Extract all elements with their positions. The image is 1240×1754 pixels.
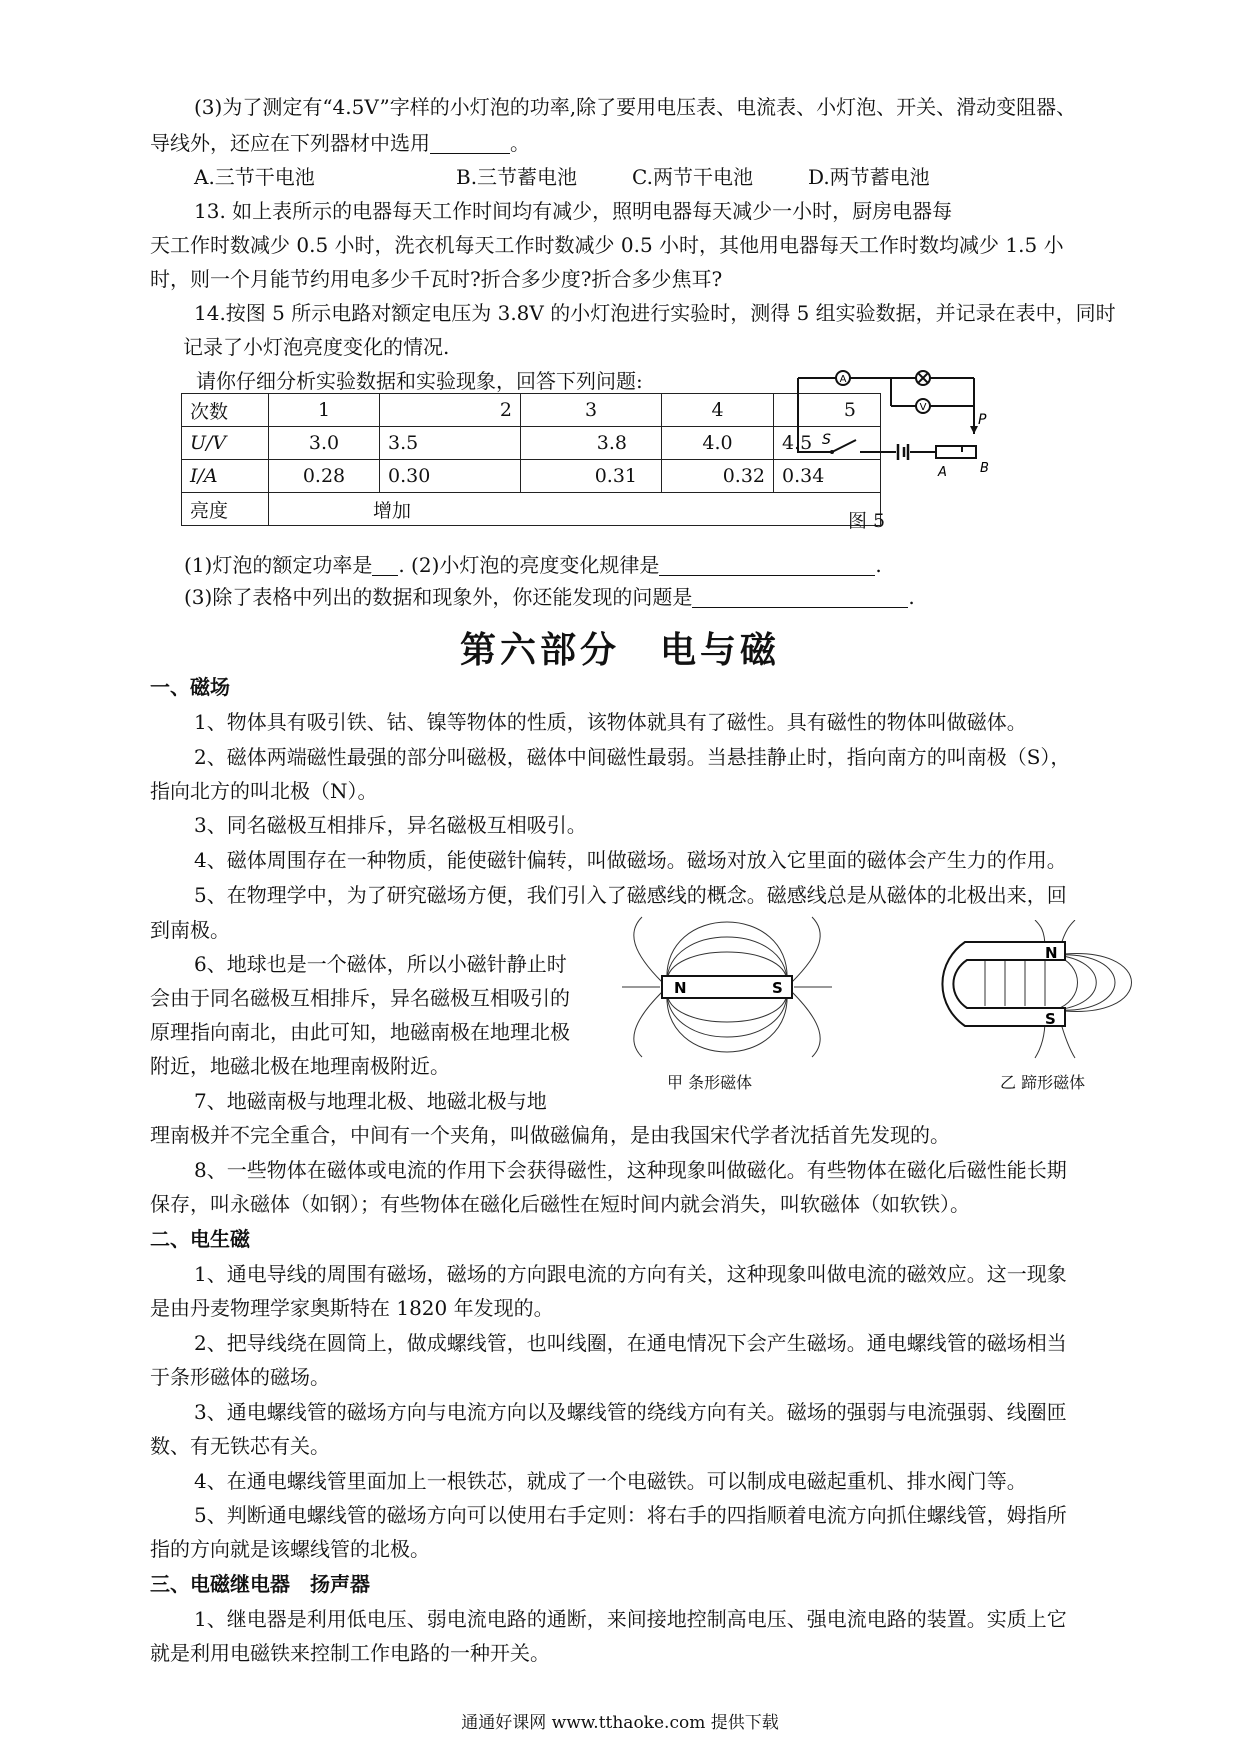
endpoint-b-label: B [980,461,989,476]
q12-part3-line1: (3)为了测定有“4.5V”字样的小灯泡的功率,除了要用电压表、电流表、小灯泡、开关、滑动变阻器、 [194,95,1077,119]
q14-sub1 [184,548,882,582]
section-heading: 二、电生磁 [150,1227,250,1251]
s3-item1-line2: 就是利用电磁铁来控制工作电路的一种开关。 [150,1641,550,1665]
table-row [182,427,881,460]
s1-item3: 3、同名磁极互相排斥，异名磁极互相吸引。 [194,813,587,837]
s2-item1-line1: 1、通电导线的周围有磁场，磁场的方向跟电流的方向有关，这种现象叫做电流的磁效应。这一现象 [194,1262,1067,1286]
q14-line3: 请你仔细分析实验数据和实验现象，回答下列问题: [196,369,643,393]
q12-option-d: D.两节蓄电池 [808,165,930,189]
north-pole-label: N [674,979,687,997]
bar-magnet-caption: 甲 条形磁体 [667,1073,753,1092]
table-cell: 0.34 [774,460,881,493]
table-cell: 0.31 [521,460,662,493]
q13-line2: 天工作时数减少 0.5 小时，洗衣机每天工作时数减少 0.5 小时，其他用电器每天工作时数均减少 1.5 小 [150,233,1064,257]
table-cell: 0.30 [380,460,521,493]
slider-label: P [978,412,987,428]
page-footer: 通通好课网 www.tthaoke.com 提供下载 [461,1713,779,1733]
table-header-cell: 5 [774,394,881,427]
s1-item2-line2: 指向北方的叫北极（N）。 [150,779,378,803]
table-row-label: 亮度 [182,493,269,526]
section-heading: 三、电磁继电器 扬声器 [150,1572,370,1596]
part-title: 第六部分 电与磁 [459,630,780,671]
q13-line3: 时，则一个月能节约用电多少千瓦时?折合多少度?折合多少焦耳? [150,267,723,291]
s1-item4: 4、磁体周围存在一种物质，能使磁针偏转，叫做磁场。磁场对放入它里面的磁体会产生力的作用。 [194,848,1067,872]
q12-option-a: A.三节干电池 [194,165,315,189]
s1-item8-line2: 保存，叫永磁体（如钢）；有些物体在磁化后磁性在短时间内就会消失，叫软磁体（如软铁）。 [150,1192,970,1216]
q14-sub3 [184,580,915,614]
table-cell: 增加 [269,493,881,526]
s2-item5-line2: 指的方向就是该螺线管的北极。 [150,1537,430,1561]
q14-line2: 记录了小灯泡亮度变化的情况. [183,335,450,359]
q14-sub2-text: . (2)小灯泡的亮度变化规律是 [398,553,660,577]
q13-line1: 13. 如上表所示的电器每天工作时间均有减少，照明电器每天减少一小时，厨房电器每 [194,199,953,223]
table-cell: 0.28 [269,460,380,493]
table-row-label: U/V [182,427,269,460]
table-cell: 3.5 [380,427,521,460]
s1-item6-line3: 原理指向南北，由此可知，地磁南极在地理北极 [150,1020,570,1044]
q14-sub3-end: . [908,585,915,609]
s2-item2-line2: 于条形磁体的磁场。 [150,1365,330,1389]
q12-option-b: B.三节蓄电池 [456,165,578,189]
s2-item4: 4、在通电螺线管里面加上一根铁芯，就成了一个电磁铁。可以制成电磁起重机、排水阀门等。 [194,1469,1027,1493]
s2-item3-line1: 3、通电螺线管的磁场方向与电流方向以及螺线管的绕线方向有关。磁场的强弱与电流强弱、线圈匝 [194,1400,1067,1424]
q14-sub1-text: (1)灯泡的额定功率是 [184,553,373,577]
table-row [182,460,881,493]
s3-item1-line1: 1、继电器是利用低电压、弱电流电路的通断，来间接地控制高电压、强电流电路的装置。实质上它 [194,1607,1067,1631]
section-heading: 一、磁场 [150,675,230,699]
q14-sub-end: . [875,553,882,577]
q14-line1: 14.按图 5 所示电路对额定电压为 3.8V 的小灯泡进行实验时，测得 5 组实验数据，并记录在表中，同时 [194,301,1116,325]
answer-blank[interactable] [659,553,875,576]
q12-part3-line2 [150,126,530,160]
switch-label: S [822,432,831,448]
table-cell: 3.0 [269,427,380,460]
voltmeter-label: V [919,402,927,413]
table-cell: 4.5 [774,427,881,460]
north-pole-label: N [1045,944,1058,962]
endpoint-a-label: A [938,465,947,480]
s2-item2-line1: 2、把导线绕在圆筒上，做成螺线管，也叫线圈，在通电情况下会产生磁场。通电螺线管的磁场相当 [194,1331,1067,1355]
s1-item5-line2: 到南极。 [150,918,230,942]
figure-5-caption: 图 5 [848,510,886,532]
s2-item1-line2: 是由丹麦物理学家奥斯特在 1820 年发现的。 [150,1296,554,1320]
bar-magnet-figure [622,912,832,1060]
s1-item6-line2: 会由于同名磁极互相排斥，异名磁极互相吸引的 [150,986,570,1010]
table-row [182,493,881,526]
s1-item1: 1、物体具有吸引铁、钴、镍等物体的性质，该物体就具有了磁性。具有磁性的物体叫做磁体。 [194,710,1027,734]
table-cell: 0.32 [662,460,774,493]
slider-arrow-icon [970,426,978,434]
s1-item2-line1: 2、磁体两端磁性最强的部分叫磁极，磁体中间磁性最弱。当悬挂静止时，指向南方的叫南极（S）， [194,745,1071,769]
answer-blank[interactable] [430,131,510,154]
south-pole-label: S [1045,1010,1056,1028]
answer-blank[interactable] [372,553,398,576]
q12-option-c: C.两节干电池 [632,165,753,189]
table-header-cell: 1 [269,394,380,427]
s2-item3-line2: 数、有无铁芯有关。 [150,1434,330,1458]
answer-blank[interactable] [692,585,908,608]
q12-part3-text: 导线外，还应在下列器材中选用 [150,131,430,155]
south-pole-label: S [772,979,783,997]
s1-item5-line1: 5、在物理学中，为了研究磁场方便，我们引入了磁感线的概念。磁感线总是从磁体的北极出来，回 [194,883,1067,907]
table-cell: 4.0 [662,427,774,460]
s2-item5-line1: 5、判断通电螺线管的磁场方向可以使用右手定则：将右手的四指顺着电流方向抓住螺线管，姆指所 [194,1503,1067,1527]
table-header-cell: 4 [662,394,774,427]
experiment-data-table [181,393,881,526]
q14-sub3-text: (3)除了表格中列出的数据和现象外，你还能发现的问题是 [184,585,693,609]
s1-item7-line2: 理南极并不完全重合，中间有一个夹角，叫做磁偏角，是由我国宋代学者沈括首先发现的。 [150,1123,950,1147]
ammeter-label: A [839,374,847,385]
table-header-cell: 次数 [182,394,269,427]
s1-item6-line1: 6、地球也是一个磁体，所以小磁针静止时 [194,952,567,976]
horseshoe-magnet-caption: 乙 蹄形磁体 [1000,1073,1086,1092]
s1-item8-line1: 8、一些物体在磁体或电流的作用下会获得磁性，这种现象叫做磁化。有些物体在磁化后磁性能长期 [194,1158,1067,1182]
table-cell: 3.8 [521,427,662,460]
horseshoe-magnet-figure [895,920,1165,1060]
table-row [182,394,881,427]
figure-5-circuit [786,352,1016,482]
table-header-cell: 3 [521,394,662,427]
s1-item7-line1: 7、地磁南极与地理北极、地磁北极与地 [194,1089,547,1113]
table-row-label: I/A [182,460,269,493]
s1-item6-line4: 附近，地磁北极在地理南极附近。 [150,1054,450,1078]
table-header-cell: 2 [380,394,521,427]
q12-part3-end: 。 [510,131,530,155]
